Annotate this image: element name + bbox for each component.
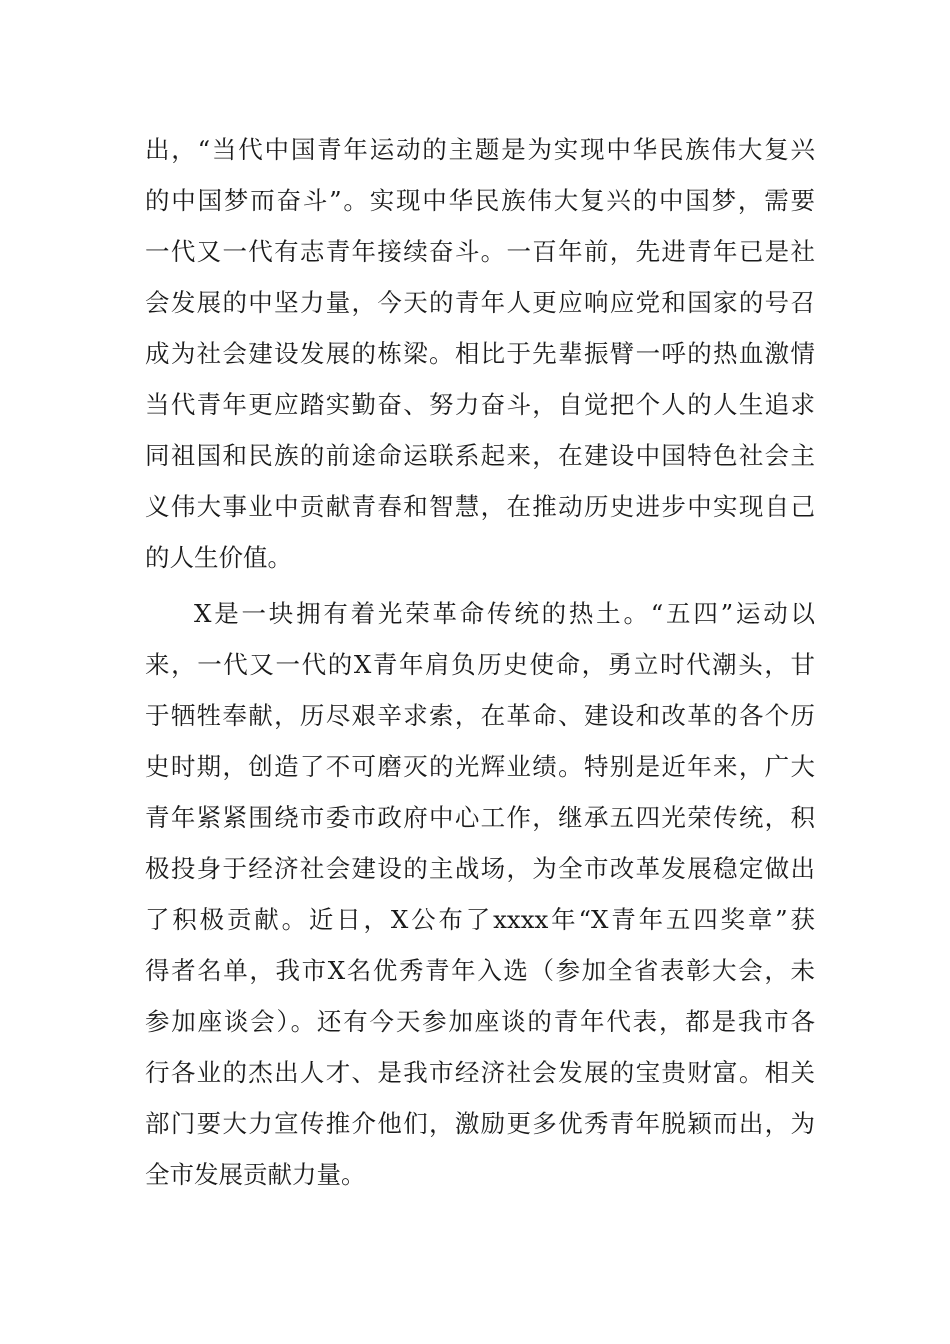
text-line: 会发展的中坚力量，今天的青年人更应响应党和国家的号召 (145, 288, 815, 317)
text-line: 出，“当代中国青年运动的主题是为实现中华民族伟大复兴 (145, 135, 815, 164)
text-line: 于牺牲奉献，历尽艰辛求索，在革命、建设和改革的各个历 (145, 701, 815, 730)
text-line: 同祖国和民族的前途命运联系起来，在建设中国特色社会主 (145, 441, 815, 470)
text-line: X是一块拥有着光荣革命传统的热土。“五四”运动以 (194, 599, 815, 628)
text-line: 极投身于经济社会建设的主战场，为全市改革发展稳定做出 (145, 854, 815, 883)
text-line: 得者名单，我市X名优秀青年入选（参加全省表彰大会，未 (145, 956, 815, 985)
text-line: 的人生价值。 (145, 543, 292, 572)
text-line: 了积极贡献。近日，X公布了xxxx年“X青年五四奖章”获 (145, 905, 815, 934)
text-line: 一代又一代有志青年接续奋斗。一百年前，先进青年已是社 (145, 237, 815, 266)
text-line: 史时期，创造了不可磨灭的光辉业绩。特别是近年来，广大 (145, 752, 815, 781)
text-line: 行各业的杰出人才、是我市经济社会发展的宝贵财富。相关 (145, 1058, 815, 1087)
text-line: 全市发展贡献力量。 (145, 1160, 366, 1189)
text-line: 义伟大事业中贡献青春和智慧，在推动历史进步中实现自己 (145, 492, 815, 521)
paragraph-2 (145, 588, 815, 1200)
text-line: 的中国梦而奋斗”。实现中华民族伟大复兴的中国梦，需要 (145, 186, 815, 215)
text-line: 当代青年更应踏实勤奋、努力奋斗，自觉把个人的人生追求 (145, 390, 815, 419)
text-line: 青年紧紧围绕市委市政府中心工作，继承五四光荣传统，积 (145, 803, 815, 832)
text-line: 成为社会建设发展的栋梁。相比于先辈振臂一呼的热血激情 (145, 339, 815, 368)
paragraph-1 (145, 124, 815, 583)
text-line: 来，一代又一代的X青年肩负历史使命，勇立时代潮头，甘 (145, 650, 815, 679)
text-line: 部门要大力宣传推介他们，激励更多优秀青年脱颖而出，为 (145, 1109, 815, 1138)
text-line: 参加座谈会）。还有今天参加座谈的青年代表，都是我市各 (145, 1007, 815, 1036)
